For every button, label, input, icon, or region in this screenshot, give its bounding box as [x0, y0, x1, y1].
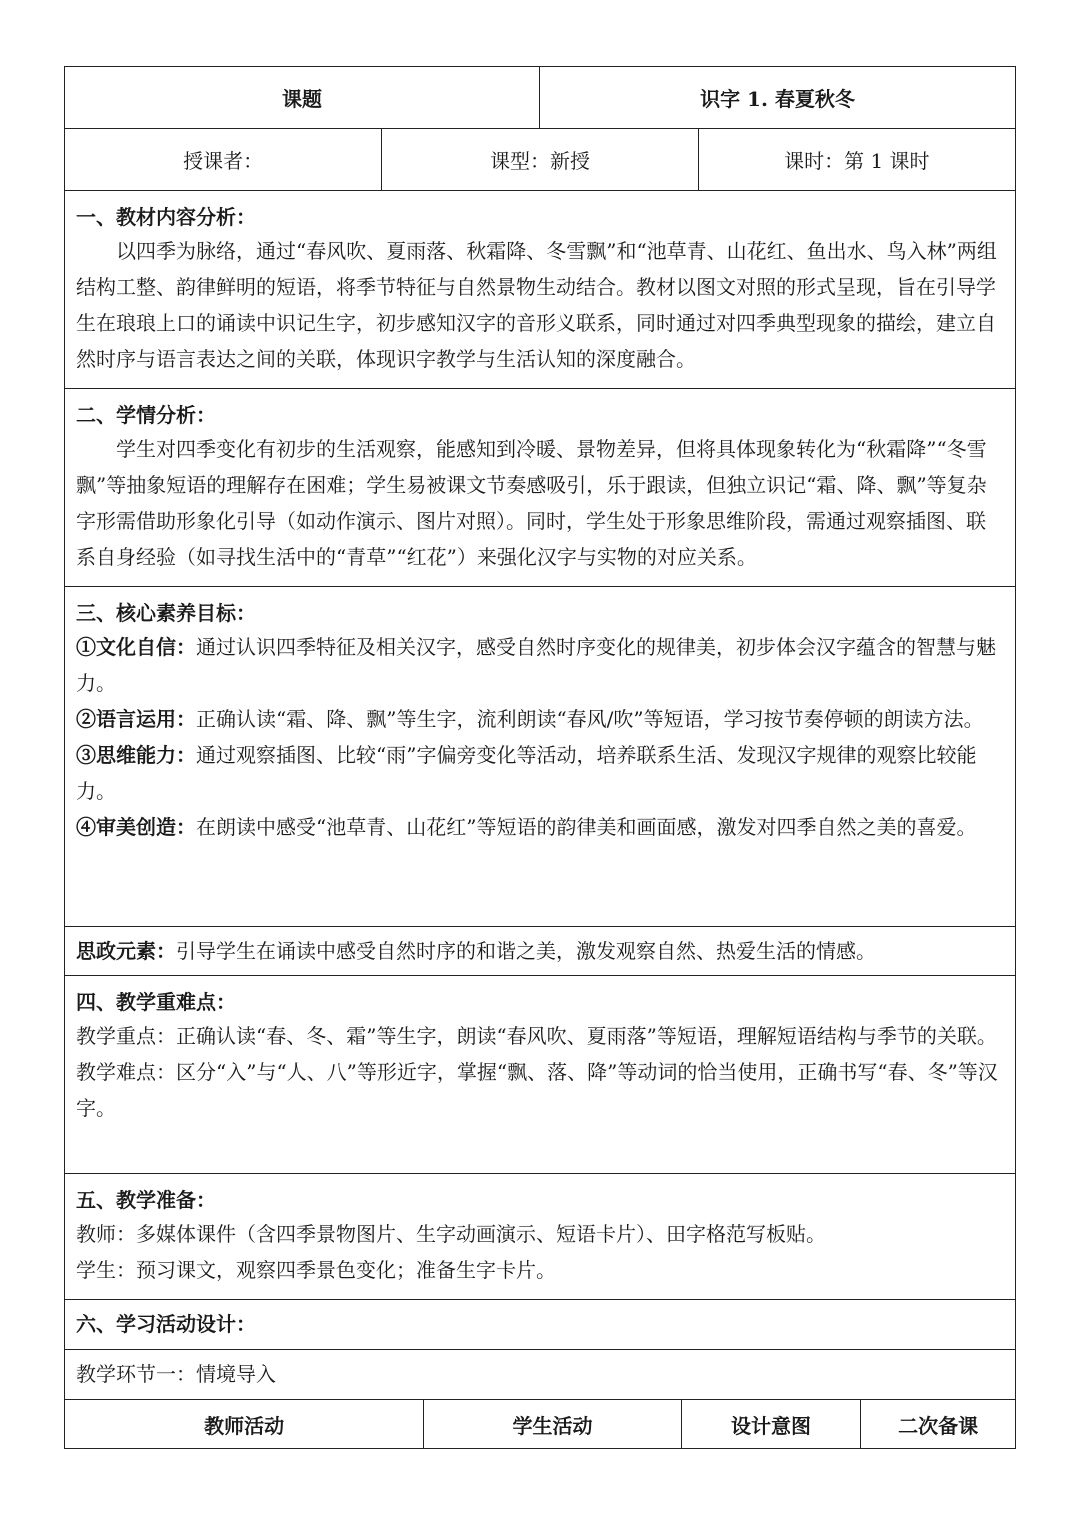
- section-ideology: [64, 926, 1016, 975]
- ideology-text: 引导学生在诵读中感受自然时序的和谐之美，激发观察自然、热爱生活的情感。: [176, 939, 876, 963]
- section-title: 五、教学准备：: [76, 1188, 216, 1212]
- meta-row: [64, 128, 1016, 190]
- teacher-label: 授课者：: [183, 149, 264, 173]
- col-design-intent: 设计意图: [681, 1400, 861, 1448]
- stage-title: 教学环节一：情境导入: [76, 1362, 276, 1386]
- goal-item: [76, 809, 1005, 845]
- section-key-difficult: [64, 975, 1016, 1173]
- topic-value: 识字 1. 春夏秋冬: [539, 67, 1015, 128]
- goal-item: [76, 701, 1005, 737]
- topic-label: 课题: [282, 87, 322, 111]
- col-student-activity: 学生活动: [423, 1400, 680, 1448]
- stage-row: [64, 1349, 1016, 1399]
- section-title: 二、学情分析：: [76, 403, 216, 427]
- section-title: 一、教材内容分析：: [76, 205, 256, 229]
- section-text: 以四季为脉络，通过“春风吹、夏雨落、秋霜降、冬雪飘”和“池草青、山花红、鱼出水、鸟入林”两组结构工整、韵律鲜明的短语，将季节特征与自然景物生动结合。教材以图文对照的形式呈现，旨在引导学生在琅琅上口的诵读中识记生字，初步感知汉字的音形义联系，同时通过对四季典型现象的描绘，建立自然时序与语言表达之间的关联，体现识字教学与生活认知的深度融合。: [76, 239, 997, 371]
- goal-label: ④审美创造：: [76, 815, 196, 839]
- goal-label: ③思维能力：: [76, 743, 196, 767]
- goal-label: ②语言运用：: [76, 707, 196, 731]
- goal-text: 通过观察插图、比较“雨”字偏旁变化等活动，培养联系生活、发现汉字规律的观察比较能力。: [76, 743, 977, 803]
- section-textbook-analysis: [64, 190, 1016, 388]
- difficult-point: 教学难点：区分“入”与“人、八”等形近字，掌握“飘、落、降”等动词的恰当使用，正确书写“春、冬”等汉字。: [76, 1060, 998, 1120]
- col-teacher-activity: 教师活动: [204, 1413, 285, 1438]
- teacher-prep: 教师：多媒体课件（含四季景物图片、生字动画演示、短语卡片）、田字格范写板贴。: [76, 1222, 826, 1246]
- section-preparation: [64, 1173, 1016, 1299]
- col-second-prep: 二次备课: [860, 1400, 1015, 1448]
- section-title: 三、核心素养目标：: [76, 601, 256, 625]
- topic-row: [64, 66, 1016, 128]
- lesson-plan-table: [64, 66, 1016, 1449]
- key-point: 教学重点：正确认读“春、冬、霜”等生字，朗读“春风吹、夏雨落”等短语，理解短语结构与季节的关联。: [76, 1024, 997, 1048]
- lesson-period: 课时：第 1 课时: [698, 129, 1015, 190]
- section-title: 六、学习活动设计：: [76, 1312, 256, 1336]
- section-text: 学生对四季变化有初步的生活观察，能感知到冷暖、景物差异，但将具体现象转化为“秋霜降”“冬雪飘”等抽象短语的理解存在困难；学生易被课文节奏感吸引，乐于跟读，但独立识记“霜、降、飘”等复杂字形需借助形象化引导（如动作演示、图片对照）。同时，学生处于形象思维阶段，需通过观察插图、联系自身经验（如寻找生活中的“青草”“红花”）来强化汉字与实物的对应关系。: [76, 437, 987, 569]
- goal-text: 在朗读中感受“池草青、山花红”等短语的韵律美和画面感，激发对四季自然之美的喜爱。: [196, 815, 977, 839]
- ideology-label: 思政元素：: [76, 939, 176, 963]
- ideology-line: [76, 933, 1005, 969]
- section-title: 四、教学重难点：: [76, 990, 236, 1014]
- section-learner-analysis: [64, 388, 1016, 586]
- section-core-goals: [64, 586, 1016, 926]
- goal-item: [76, 737, 1005, 809]
- student-prep: 学生：预习课文，观察四季景色变化；准备生字卡片。: [76, 1258, 556, 1282]
- activity-header-row: [64, 1399, 1016, 1449]
- section-activity-design: [64, 1299, 1016, 1349]
- goal-item: [76, 629, 1005, 701]
- lesson-type: 课型：新授: [381, 129, 697, 190]
- goal-text: 通过认识四季特征及相关汉字，感受自然时序变化的规律美，初步体会汉字蕴含的智慧与魅力。: [76, 635, 996, 695]
- goal-text: 正确认读“霜、降、飘”等生字，流利朗读“春风/吹”等短语，学习按节奏停顿的朗读方法。: [196, 707, 984, 731]
- goal-label: ①文化自信：: [76, 635, 196, 659]
